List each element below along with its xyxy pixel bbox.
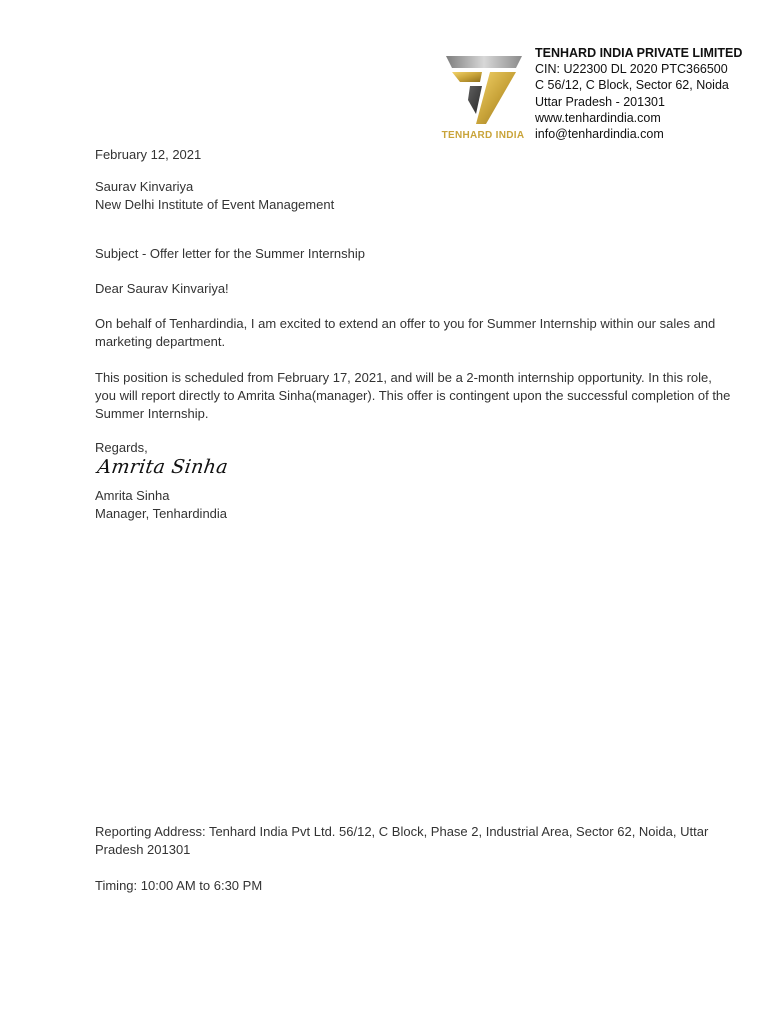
letter-subject: Subject - Offer letter for the Summer Internship (95, 246, 365, 261)
timing: Timing: 10:00 AM to 6:30 PM (95, 878, 263, 893)
signer-title: Manager, Tenhardindia (95, 506, 228, 521)
company-address-line1: C 56/12, C Block, Sector 62, Noida (535, 78, 729, 93)
recipient-block (95, 178, 735, 214)
company-name: TENHARD INDIA PRIVATE LIMITED (535, 46, 743, 60)
company-website[interactable]: www.tenhardindia.com (535, 110, 661, 125)
signer-name: Amrita Sinha (95, 488, 170, 503)
company-details (535, 45, 755, 142)
letter-date: February 12, 2021 (95, 147, 202, 162)
letter-paragraph-1: On behalf of Tenhardindia, I am excited to extend an offer to you for Summer Internship within our sales and marketing department. (95, 316, 716, 349)
logo-caption: TENHARD INDIA (441, 130, 525, 141)
tenhard-logo-icon (442, 52, 524, 128)
reporting-address: Reporting Address: Tenhard India Pvt Ltd. 56/12, C Block, Phase 2, Industrial Area, Sector 62, Noida, Uttar Pradesh 201301 (95, 824, 709, 857)
letter-closing: Regards, (95, 440, 148, 455)
company-cin: CIN: U22300 DL 2020 PTC366500 (535, 62, 728, 77)
letter-paragraph-2: This position is scheduled from February 17, 2021, and will be a 2-month internship opportunity. In this role, you will report directly to Amrita Sinha(manager). This offer is contingent upon the successful completion of the Summer Internship. (95, 370, 731, 421)
letter-salutation: Dear Saurav Kinvariya! (95, 281, 229, 296)
recipient-name: Saurav Kinvariya (95, 179, 194, 194)
company-logo (440, 52, 526, 142)
company-email[interactable]: info@tenhardindia.com (535, 127, 664, 142)
recipient-org: New Delhi Institute of Event Management (95, 197, 335, 212)
company-address-line2: Uttar Pradesh - 201301 (535, 94, 665, 109)
signer-block (95, 487, 735, 523)
handwritten-signature: Amrita Sinha (96, 456, 230, 478)
